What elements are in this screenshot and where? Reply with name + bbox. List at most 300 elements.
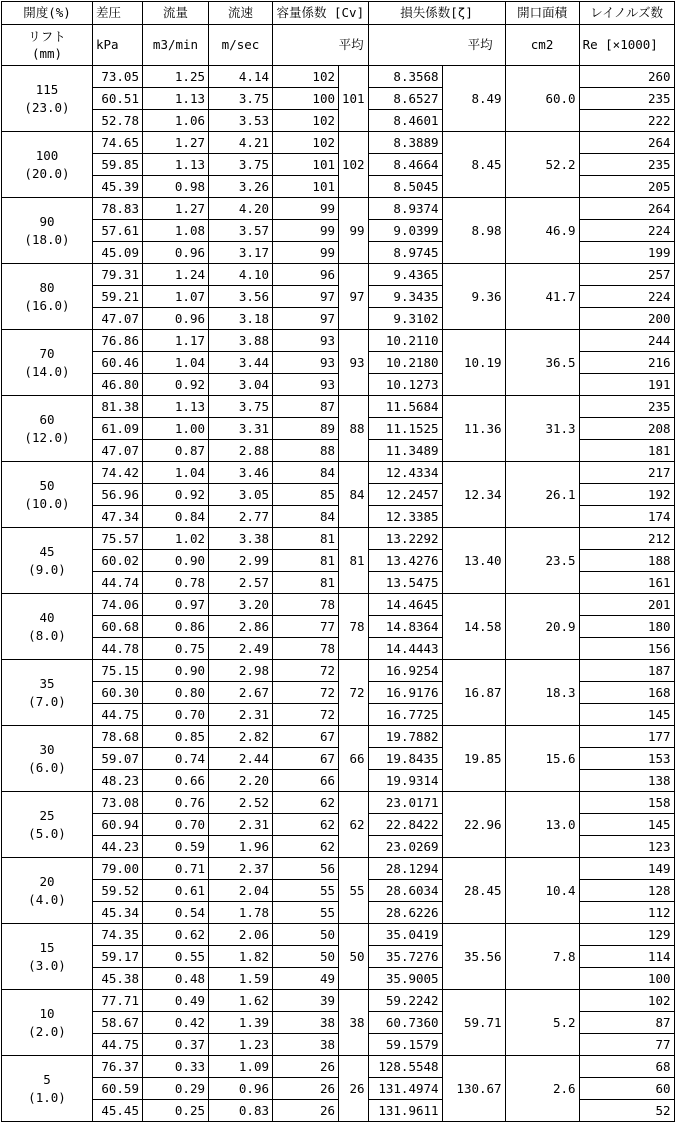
reynolds-cell: 100 (579, 968, 674, 990)
table-row (2, 330, 675, 352)
loss-cell: 8.9745 (368, 242, 442, 264)
reynolds-cell: 156 (579, 638, 674, 660)
reynolds-cell: 145 (579, 704, 674, 726)
header-pressure: 差圧 (93, 2, 143, 25)
flow-cell: 0.62 (143, 924, 209, 946)
opening-value: 50 (39, 477, 55, 493)
pressure-cell: 48.23 (93, 770, 143, 792)
flow-cell: 0.76 (143, 792, 209, 814)
lift-value: (10.0) (24, 495, 70, 511)
loss-cell: 9.0399 (368, 220, 442, 242)
loss-cell: 9.3102 (368, 308, 442, 330)
cv-average-cell: 102 (339, 132, 369, 198)
reynolds-cell: 244 (579, 330, 674, 352)
cv-cell: 81 (273, 572, 339, 594)
flow-cell: 0.49 (143, 990, 209, 1012)
velocity-cell: 3.05 (209, 484, 273, 506)
cv-cell: 66 (273, 770, 339, 792)
reynolds-cell: 188 (579, 550, 674, 572)
cv-cell: 67 (273, 748, 339, 770)
opening-value: 5 (43, 1071, 51, 1087)
pressure-cell: 60.68 (93, 616, 143, 638)
reynolds-cell: 77 (579, 1034, 674, 1056)
lift-value: (14.0) (24, 363, 70, 379)
opening-value: 60 (39, 411, 55, 427)
cv-average-cell: 101 (339, 66, 369, 132)
velocity-cell: 2.20 (209, 770, 273, 792)
opening-value: 70 (39, 345, 55, 361)
loss-cell: 59.1579 (368, 1034, 442, 1056)
flow-cell: 0.85 (143, 726, 209, 748)
pressure-cell: 81.38 (93, 396, 143, 418)
cv-cell: 72 (273, 660, 339, 682)
header-flow: 流量 (143, 2, 209, 25)
lift-value: (12.0) (24, 429, 70, 445)
flow-cell: 0.71 (143, 858, 209, 880)
flow-cell: 0.54 (143, 902, 209, 924)
reynolds-cell: 199 (579, 242, 674, 264)
cv-cell: 97 (273, 308, 339, 330)
area-cell: 20.9 (505, 594, 579, 660)
velocity-cell: 2.86 (209, 616, 273, 638)
opening-value: 20 (39, 873, 55, 889)
velocity-cell: 4.14 (209, 66, 273, 88)
velocity-cell: 3.26 (209, 176, 273, 198)
pressure-cell: 59.85 (93, 154, 143, 176)
cv-cell: 93 (273, 352, 339, 374)
flow-cell: 0.90 (143, 660, 209, 682)
reynolds-cell: 168 (579, 682, 674, 704)
pressure-cell: 44.78 (93, 638, 143, 660)
loss-average-cell: 8.98 (442, 198, 505, 264)
cv-average-cell: 99 (339, 198, 369, 264)
cv-cell: 102 (273, 132, 339, 154)
velocity-cell: 3.38 (209, 528, 273, 550)
reynolds-cell: 205 (579, 176, 674, 198)
velocity-cell: 2.82 (209, 726, 273, 748)
cv-average-cell: 26 (339, 1056, 369, 1122)
loss-cell: 9.3435 (368, 286, 442, 308)
area-cell: 46.9 (505, 198, 579, 264)
area-cell: 41.7 (505, 264, 579, 330)
pressure-cell: 60.51 (93, 88, 143, 110)
pressure-cell: 78.68 (93, 726, 143, 748)
opening-cell (2, 726, 93, 792)
velocity-cell: 0.83 (209, 1100, 273, 1122)
cv-cell: 62 (273, 836, 339, 858)
opening-cell (2, 924, 93, 990)
flow-cell: 0.87 (143, 440, 209, 462)
pressure-cell: 60.02 (93, 550, 143, 572)
loss-cell: 8.4664 (368, 154, 442, 176)
pressure-cell: 58.67 (93, 1012, 143, 1034)
reynolds-cell: 153 (579, 748, 674, 770)
reynolds-cell: 180 (579, 616, 674, 638)
cv-cell: 99 (273, 220, 339, 242)
flow-cell: 0.75 (143, 638, 209, 660)
table-row (2, 660, 675, 682)
loss-cell: 8.9374 (368, 198, 442, 220)
loss-average-cell: 35.56 (442, 924, 505, 990)
cv-cell: 62 (273, 814, 339, 836)
cv-cell: 26 (273, 1078, 339, 1100)
pressure-cell: 74.42 (93, 462, 143, 484)
header-flow-unit: m3/min (143, 25, 209, 66)
opening-value: 10 (39, 1005, 55, 1021)
table-row (2, 66, 675, 88)
cv-cell: 81 (273, 550, 339, 572)
loss-average-cell: 22.96 (442, 792, 505, 858)
velocity-cell: 3.75 (209, 88, 273, 110)
cv-cell: 93 (273, 330, 339, 352)
cv-cell: 102 (273, 110, 339, 132)
flow-cell: 1.24 (143, 264, 209, 286)
flow-cell: 0.70 (143, 814, 209, 836)
loss-cell: 8.3568 (368, 66, 442, 88)
lift-value: (9.0) (28, 561, 66, 577)
area-cell: 60.0 (505, 66, 579, 132)
cv-average-cell: 50 (339, 924, 369, 990)
pressure-cell: 59.52 (93, 880, 143, 902)
area-cell: 52.2 (505, 132, 579, 198)
flow-cell: 0.98 (143, 176, 209, 198)
reynolds-cell: 200 (579, 308, 674, 330)
flow-cell: 1.13 (143, 396, 209, 418)
loss-cell: 16.7725 (368, 704, 442, 726)
velocity-cell: 1.39 (209, 1012, 273, 1034)
reynolds-cell: 114 (579, 946, 674, 968)
lift-value: (1.0) (28, 1089, 66, 1105)
loss-cell: 19.8435 (368, 748, 442, 770)
cv-cell: 49 (273, 968, 339, 990)
opening-cell (2, 594, 93, 660)
loss-cell: 13.5475 (368, 572, 442, 594)
loss-average-cell: 11.36 (442, 396, 505, 462)
flow-cell: 0.33 (143, 1056, 209, 1078)
table-row (2, 396, 675, 418)
velocity-cell: 1.09 (209, 1056, 273, 1078)
cv-cell: 72 (273, 704, 339, 726)
loss-cell: 22.8422 (368, 814, 442, 836)
velocity-cell: 3.44 (209, 352, 273, 374)
cv-cell: 72 (273, 682, 339, 704)
loss-average-cell: 9.36 (442, 264, 505, 330)
reynolds-cell: 158 (579, 792, 674, 814)
pressure-cell: 45.39 (93, 176, 143, 198)
area-cell: 18.3 (505, 660, 579, 726)
velocity-cell: 1.62 (209, 990, 273, 1012)
opening-cell (2, 330, 93, 396)
pressure-cell: 45.09 (93, 242, 143, 264)
cv-average-cell: 38 (339, 990, 369, 1056)
velocity-cell: 3.20 (209, 594, 273, 616)
velocity-cell: 2.52 (209, 792, 273, 814)
reynolds-cell: 60 (579, 1078, 674, 1100)
loss-cell: 16.9176 (368, 682, 442, 704)
reynolds-cell: 212 (579, 528, 674, 550)
reynolds-cell: 129 (579, 924, 674, 946)
loss-cell: 12.4334 (368, 462, 442, 484)
flow-cell: 0.55 (143, 946, 209, 968)
loss-cell: 9.4365 (368, 264, 442, 286)
header-cv: 容量係数 [Cv] (273, 2, 369, 25)
cv-cell: 101 (273, 176, 339, 198)
loss-average-cell: 130.67 (442, 1056, 505, 1122)
cv-cell: 26 (273, 1100, 339, 1122)
reynolds-cell: 149 (579, 858, 674, 880)
loss-cell: 14.4645 (368, 594, 442, 616)
lift-value: (7.0) (28, 693, 66, 709)
cv-cell: 101 (273, 154, 339, 176)
cv-cell: 50 (273, 946, 339, 968)
flow-cell: 0.96 (143, 308, 209, 330)
velocity-cell: 2.99 (209, 550, 273, 572)
opening-cell (2, 990, 93, 1056)
table-row (2, 462, 675, 484)
velocity-cell: 2.31 (209, 814, 273, 836)
pressure-cell: 60.94 (93, 814, 143, 836)
cv-cell: 77 (273, 616, 339, 638)
opening-value: 25 (39, 807, 55, 823)
velocity-cell: 2.98 (209, 660, 273, 682)
pressure-cell: 77.71 (93, 990, 143, 1012)
opening-cell (2, 1056, 93, 1122)
flow-cell: 0.96 (143, 242, 209, 264)
velocity-cell: 3.31 (209, 418, 273, 440)
loss-cell: 13.2292 (368, 528, 442, 550)
loss-average-cell: 59.71 (442, 990, 505, 1056)
opening-cell (2, 528, 93, 594)
opening-value: 90 (39, 213, 55, 229)
velocity-cell: 2.37 (209, 858, 273, 880)
cv-cell: 55 (273, 902, 339, 924)
loss-cell: 28.6226 (368, 902, 442, 924)
reynolds-cell: 145 (579, 814, 674, 836)
pressure-cell: 74.35 (93, 924, 143, 946)
velocity-cell: 0.96 (209, 1078, 273, 1100)
loss-cell: 35.7276 (368, 946, 442, 968)
header-loss-avg: 平均 (368, 25, 505, 66)
flow-cell: 1.08 (143, 220, 209, 242)
cv-cell: 84 (273, 462, 339, 484)
header-opening: 開度(%) (2, 2, 93, 25)
area-cell: 23.5 (505, 528, 579, 594)
header-loss: 損失係数[ζ] (368, 2, 505, 25)
pressure-cell: 79.31 (93, 264, 143, 286)
velocity-cell: 2.57 (209, 572, 273, 594)
loss-cell: 35.9005 (368, 968, 442, 990)
valve-characteristics-sheet (1, 1, 675, 1122)
loss-cell: 8.6527 (368, 88, 442, 110)
velocity-cell: 2.49 (209, 638, 273, 660)
pressure-cell: 73.08 (93, 792, 143, 814)
header-reynolds-unit: Re [×1000] (579, 25, 674, 66)
loss-cell: 60.7360 (368, 1012, 442, 1034)
cv-average-cell: 88 (339, 396, 369, 462)
opening-cell (2, 198, 93, 264)
lift-value: (20.0) (24, 165, 70, 181)
flow-cell: 0.66 (143, 770, 209, 792)
cv-average-cell: 93 (339, 330, 369, 396)
velocity-cell: 3.17 (209, 242, 273, 264)
cv-cell: 81 (273, 528, 339, 550)
loss-average-cell: 19.85 (442, 726, 505, 792)
loss-cell: 8.4601 (368, 110, 442, 132)
loss-average-cell: 8.45 (442, 132, 505, 198)
pressure-cell: 61.09 (93, 418, 143, 440)
flow-cell: 0.48 (143, 968, 209, 990)
table-row (2, 198, 675, 220)
opening-cell (2, 858, 93, 924)
table-row (2, 264, 675, 286)
reynolds-cell: 187 (579, 660, 674, 682)
reynolds-cell: 112 (579, 902, 674, 924)
pressure-cell: 47.07 (93, 440, 143, 462)
area-cell: 13.0 (505, 792, 579, 858)
area-cell: 5.2 (505, 990, 579, 1056)
cv-cell: 26 (273, 1056, 339, 1078)
cv-average-cell: 84 (339, 462, 369, 528)
flow-cell: 1.00 (143, 418, 209, 440)
loss-average-cell: 14.58 (442, 594, 505, 660)
velocity-cell: 3.46 (209, 462, 273, 484)
cv-cell: 38 (273, 1034, 339, 1056)
opening-cell (2, 462, 93, 528)
valve-data-table (1, 1, 675, 1122)
reynolds-cell: 174 (579, 506, 674, 528)
loss-average-cell: 10.19 (442, 330, 505, 396)
area-cell: 31.3 (505, 396, 579, 462)
opening-cell (2, 264, 93, 330)
velocity-cell: 2.88 (209, 440, 273, 462)
lift-value: (2.0) (28, 1023, 66, 1039)
velocity-cell: 4.20 (209, 198, 273, 220)
area-cell: 36.5 (505, 330, 579, 396)
flow-cell: 0.25 (143, 1100, 209, 1122)
velocity-cell: 2.44 (209, 748, 273, 770)
header-cv-avg: 平均 (273, 25, 369, 66)
reynolds-cell: 216 (579, 352, 674, 374)
reynolds-cell: 123 (579, 836, 674, 858)
loss-average-cell: 12.34 (442, 462, 505, 528)
opening-cell (2, 132, 93, 198)
pressure-cell: 52.78 (93, 110, 143, 132)
loss-cell: 19.7882 (368, 726, 442, 748)
pressure-cell: 76.86 (93, 330, 143, 352)
flow-cell: 1.27 (143, 132, 209, 154)
opening-value: 15 (39, 939, 55, 955)
reynolds-cell: 217 (579, 462, 674, 484)
cv-average-cell: 66 (339, 726, 369, 792)
header-pressure-unit: kPa (93, 25, 143, 66)
table-row (2, 528, 675, 550)
velocity-cell: 1.96 (209, 836, 273, 858)
table-header (2, 2, 675, 66)
opening-value: 45 (39, 543, 55, 559)
cv-average-cell: 81 (339, 528, 369, 594)
table-row (2, 1056, 675, 1078)
table-body (2, 66, 675, 1122)
flow-cell: 0.78 (143, 572, 209, 594)
velocity-cell: 3.75 (209, 154, 273, 176)
cv-cell: 38 (273, 1012, 339, 1034)
cv-cell: 99 (273, 242, 339, 264)
cv-cell: 97 (273, 286, 339, 308)
reynolds-cell: 201 (579, 594, 674, 616)
velocity-cell: 1.23 (209, 1034, 273, 1056)
loss-cell: 28.6034 (368, 880, 442, 902)
area-cell: 26.1 (505, 462, 579, 528)
flow-cell: 0.61 (143, 880, 209, 902)
reynolds-cell: 224 (579, 286, 674, 308)
reynolds-cell: 208 (579, 418, 674, 440)
cv-cell: 85 (273, 484, 339, 506)
flow-cell: 0.70 (143, 704, 209, 726)
opening-cell (2, 66, 93, 132)
reynolds-cell: 68 (579, 1056, 674, 1078)
flow-cell: 0.59 (143, 836, 209, 858)
velocity-cell: 4.21 (209, 132, 273, 154)
cv-cell: 78 (273, 638, 339, 660)
cv-average-cell: 78 (339, 594, 369, 660)
lift-value: (8.0) (28, 627, 66, 643)
area-cell: 10.4 (505, 858, 579, 924)
pressure-cell: 75.15 (93, 660, 143, 682)
velocity-cell: 4.10 (209, 264, 273, 286)
loss-cell: 12.2457 (368, 484, 442, 506)
pressure-cell: 74.65 (93, 132, 143, 154)
loss-cell: 14.8364 (368, 616, 442, 638)
flow-cell: 0.92 (143, 484, 209, 506)
lift-value: (3.0) (28, 957, 66, 973)
pressure-cell: 44.75 (93, 704, 143, 726)
lift-value: (6.0) (28, 759, 66, 775)
pressure-cell: 59.07 (93, 748, 143, 770)
reynolds-cell: 52 (579, 1100, 674, 1122)
cv-average-cell: 55 (339, 858, 369, 924)
loss-cell: 11.3489 (368, 440, 442, 462)
reynolds-cell: 235 (579, 154, 674, 176)
flow-cell: 1.27 (143, 198, 209, 220)
cv-cell: 99 (273, 198, 339, 220)
flow-cell: 0.92 (143, 374, 209, 396)
cv-cell: 55 (273, 880, 339, 902)
loss-cell: 8.5045 (368, 176, 442, 198)
header-velocity: 流速 (209, 2, 273, 25)
reynolds-cell: 235 (579, 396, 674, 418)
cv-cell: 89 (273, 418, 339, 440)
opening-value: 30 (39, 741, 55, 757)
loss-cell: 14.4443 (368, 638, 442, 660)
pressure-cell: 59.17 (93, 946, 143, 968)
cv-cell: 39 (273, 990, 339, 1012)
flow-cell: 1.17 (143, 330, 209, 352)
loss-cell: 13.4276 (368, 550, 442, 572)
flow-cell: 0.86 (143, 616, 209, 638)
cv-cell: 102 (273, 66, 339, 88)
flow-cell: 1.13 (143, 154, 209, 176)
table-row (2, 858, 675, 880)
loss-cell: 131.9611 (368, 1100, 442, 1122)
flow-cell: 1.25 (143, 66, 209, 88)
flow-cell: 0.29 (143, 1078, 209, 1100)
velocity-cell: 2.04 (209, 880, 273, 902)
velocity-cell: 2.67 (209, 682, 273, 704)
flow-cell: 1.07 (143, 286, 209, 308)
pressure-cell: 45.34 (93, 902, 143, 924)
pressure-cell: 79.00 (93, 858, 143, 880)
opening-cell (2, 660, 93, 726)
